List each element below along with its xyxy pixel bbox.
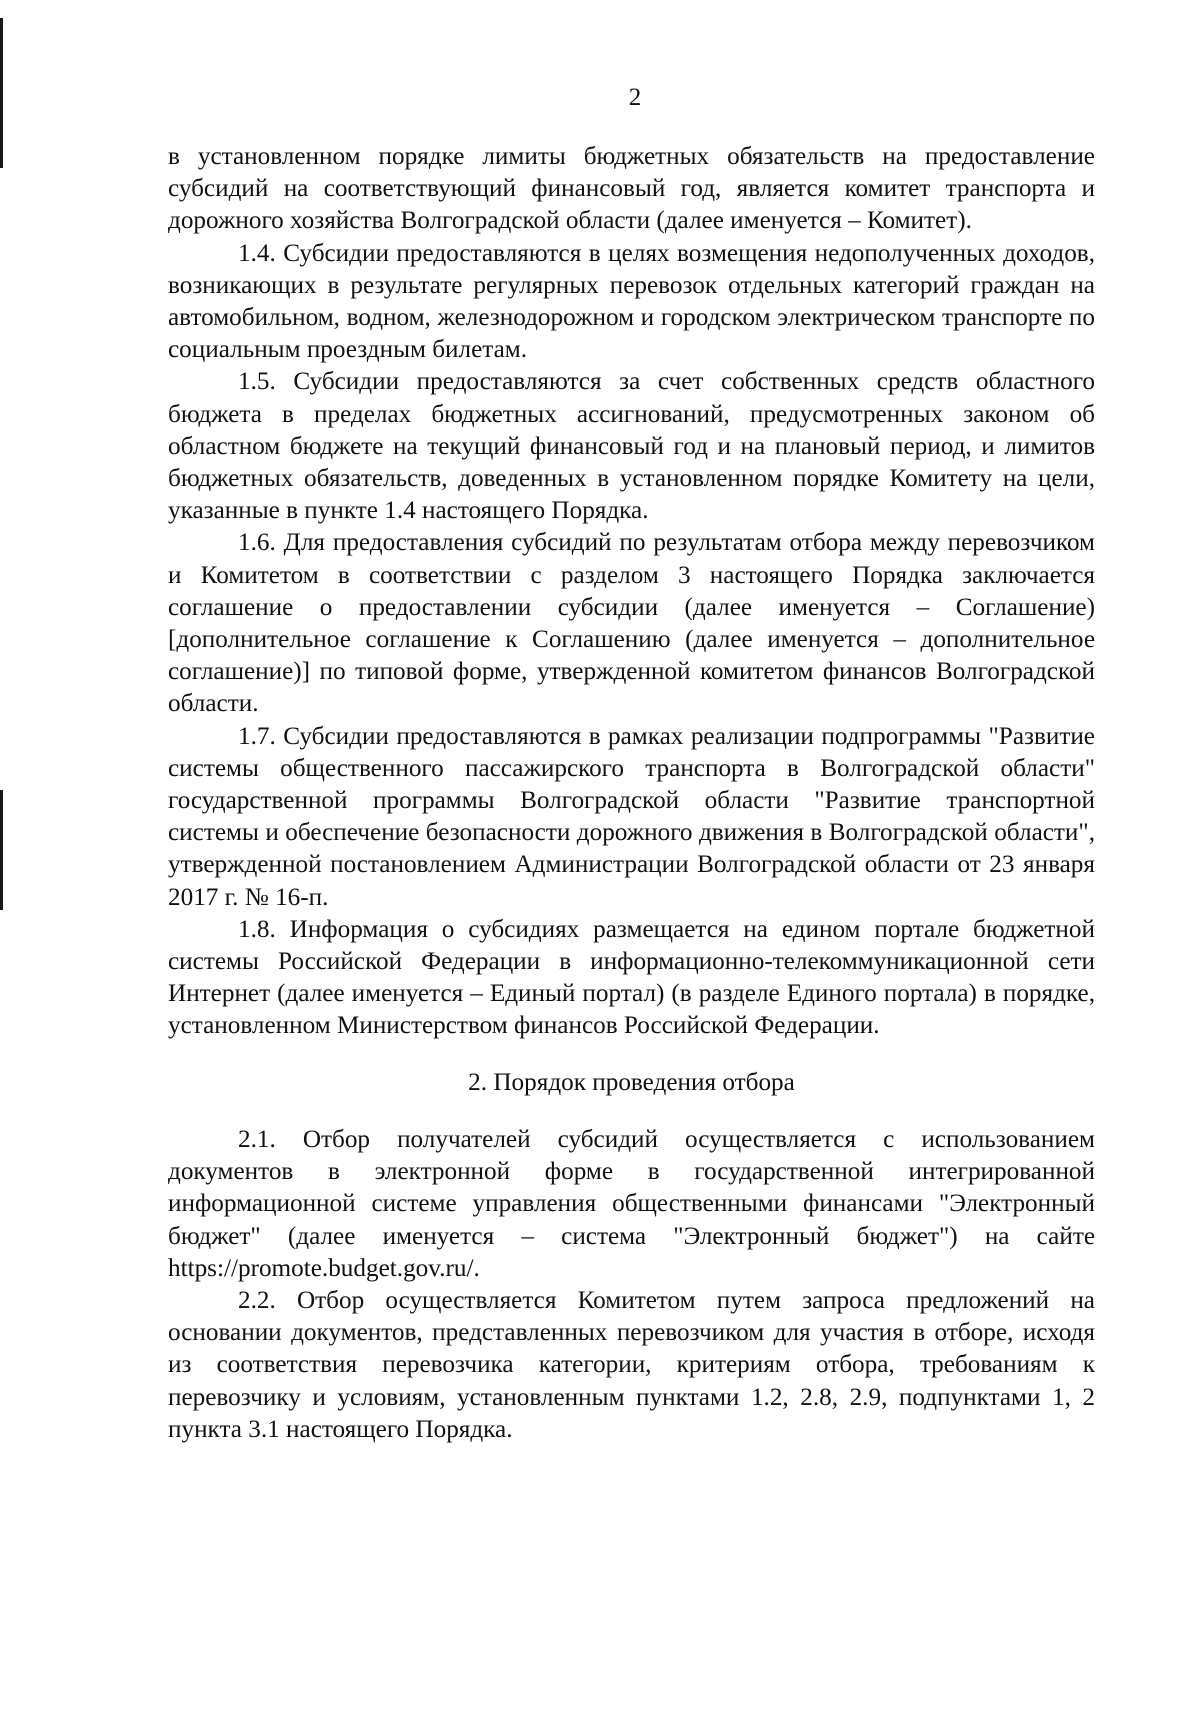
paragraph-2-2: 2.2. Отбор осуществляется Комитетом путем запроса предложений на основании документов, представленных перевозчиком для участия в отборе, исходя из соответствия перевозчика категории, критериям отбора, требованиям к перевозчику и условиям, установленным пунктами 1.2, 2.8, 2.9, подпунктами 1, 2 пункта 3.1 настоящего Порядка. (168, 1286, 1095, 1443)
page-number: 2 (628, 84, 642, 111)
paragraph-continuation: в установленном порядке лимиты бюджетных обязательств на предоставление субсидий на соответствующий финансовый год, является комитет транспорта и дорожного хозяйства Волгоградской области (далее именуется – Комитет). (168, 143, 1095, 235)
document-body (168, 141, 1095, 1446)
paragraph-1-6: 1.6. Для предоставления субсидий по результатам отбора между перевозчиком и Комитетом в соответствии с разделом 3 настоящего Порядка заключается соглашение о предоставлении субсидии (далее именуется – Соглашение) [дополнительное соглашение к Соглашению (далее именуется – дополнительное соглашение)] по типовой форме, утвержденной комитетом финансов Волгоградской области. (168, 529, 1095, 718)
scan-edge-mark (0, 790, 3, 910)
paragraph-1-8: 1.8. Информация о субсидиях размещается на едином портале бюджетной системы Российской Федерации в информационно-телекоммуникационной сети Интернет (далее именуется – Единый портал) (в разделе Единого портала) в порядке, установленном Министерством финансов Российской Федерации. (168, 915, 1095, 1040)
paragraph-1-4: 1.4. Субсидии предоставляются в целях возмещения недополученных доходов, возникающих в результате регулярных перевозок отдельных категорий граждан на автомобильном, водном, железнодорожном и городском электрическом транспорте по социальным проездным билетам. (168, 239, 1095, 364)
paragraph-1-7: 1.7. Субсидии предоставляются в рамках реализации подпрограммы "Развитие системы общественного пассажирского транспорта в Волгоградской области" государственной программы Волгоградской области "Развитие транспортной системы и обеспечение безопасности дорожного движения в Волгоградской области", утвержденной постановлением Администрации Волгоградской области от 23 января 2017 г. № 16-п. (168, 722, 1095, 911)
section-heading: 2. Порядок проведения отбора (468, 1068, 795, 1096)
paragraph-2-1: 2.1. Отбор получателей субсидий осуществляется с использованием документов в электронной форме в государственной интегрированной информационной системе управления общественными финансами "Электронный бюджет" (далее именуется – система "Электронный бюджет") на сайте https://promote.budget.gov.ru/. (168, 1125, 1095, 1282)
paragraph-1-5: 1.5. Субсидии предоставляются за счет собственных средств областного бюджета в пределах бюджетных ассигнований, предусмотренных законом об областном бюджете на текущий финансовый год и на плановый период, и лимитов бюджетных обязательств, доведенных в установленном порядке Комитету на цели, указанные в пункте 1.4 настоящего Порядка. (168, 368, 1095, 525)
